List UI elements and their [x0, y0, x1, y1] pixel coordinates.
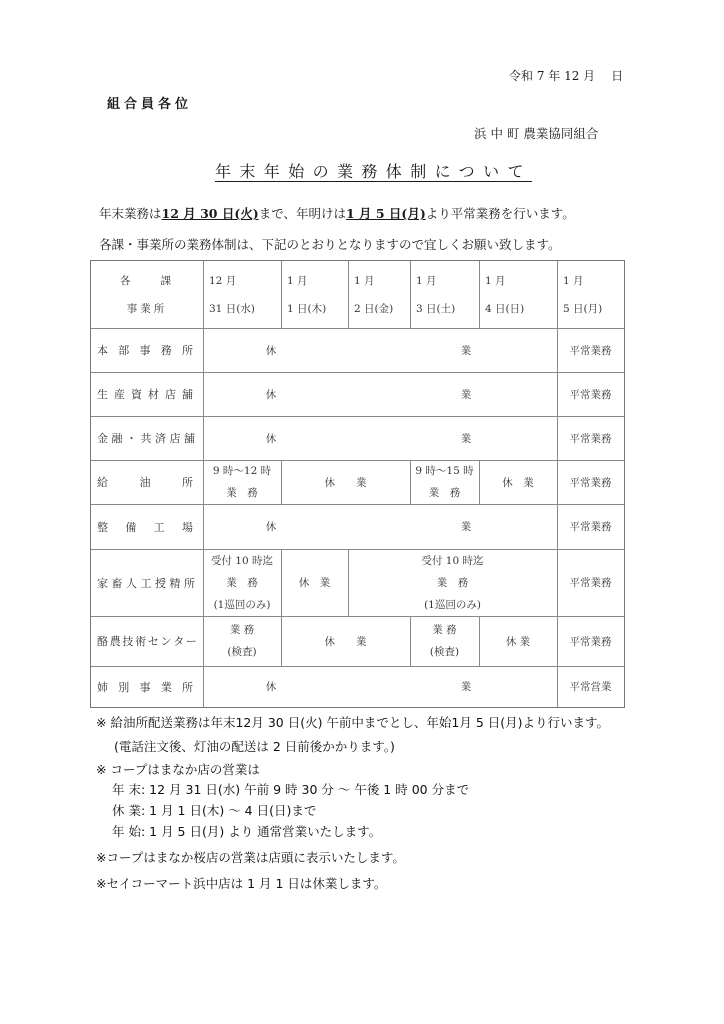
label-char: 家: [97, 576, 110, 590]
label-char: 農: [109, 635, 121, 648]
ops-text: 業 務: [226, 487, 258, 499]
note-text: (1巡回のみ): [213, 598, 271, 611]
label-char: 工: [153, 520, 169, 534]
header-date-cell: [203, 261, 281, 328]
closed-char: 業: [460, 521, 472, 533]
label-char: 技: [122, 635, 134, 648]
label-char: 務: [160, 344, 176, 357]
label-char: 人: [126, 576, 139, 590]
note-seicomart: ※セイコーマート浜中店は 1 月 1 日は休業します。: [96, 876, 387, 891]
row-label-text: [97, 679, 197, 695]
header-month: 12 月: [209, 275, 237, 288]
normal-ops-cell: 平常業務: [569, 577, 612, 589]
label-char: 所: [184, 576, 197, 590]
hours-text: 受付 10 時迄: [210, 554, 274, 567]
document-date: [509, 67, 623, 84]
normal-ops-cell: 平常営業: [569, 681, 612, 693]
date-suffix: 日: [611, 69, 624, 83]
header-month: 1 月: [416, 275, 437, 288]
closed-char: 業: [460, 388, 472, 401]
label-char: 舗: [184, 432, 197, 445]
label-char: 融: [111, 432, 125, 445]
label-char: 姉: [97, 680, 112, 694]
intro-text: より平常業務を行います。: [425, 206, 575, 221]
row-label-seibi: [91, 504, 203, 549]
label-char: 所: [182, 344, 197, 357]
hours-cell: [203, 460, 281, 504]
closed-cell: 休 業: [502, 476, 534, 489]
ops-text: 業 務: [432, 624, 457, 636]
hours-cell: [348, 549, 557, 616]
label-char: 部: [118, 344, 134, 357]
hours-cell: [410, 460, 479, 504]
label-char: 事: [139, 344, 155, 357]
note-coop-sakura: ※コープはまなか桜店の営業は店頭に表示いたします。: [96, 850, 405, 865]
row-label-seisan: [91, 372, 203, 416]
header-day: 3 日(土): [416, 302, 456, 315]
intro-text: 年末業務は: [99, 206, 162, 221]
closed-char: 休: [265, 344, 277, 357]
row-label-text: [97, 575, 197, 591]
header-month: 1 月: [287, 275, 308, 288]
new-year-date: 1 月 5 日(月): [345, 206, 426, 221]
label-char: 事: [139, 680, 155, 694]
date-prefix: 令和 7 年 12 月: [509, 69, 596, 83]
header-month: 1 月: [563, 275, 584, 288]
ops-text: 業 務: [226, 576, 258, 589]
header-day: 2 日(金): [354, 302, 394, 315]
normal-ops-cell: 平常業務: [569, 521, 612, 533]
header-day: 4 日(日): [485, 302, 525, 315]
row-label-anebetsu: [91, 666, 203, 707]
inspection-cell: [410, 616, 479, 666]
label-char: 所: [182, 476, 197, 489]
label-char: 所: [182, 680, 197, 694]
year-end-date: 12 月 30 日(火): [161, 206, 259, 221]
inspection-cell: [203, 616, 281, 666]
header-date-cell: [479, 261, 557, 328]
row-label-text: [97, 342, 197, 358]
label-char: セ: [147, 635, 159, 648]
label-char: 授: [155, 576, 168, 590]
label-char: 備: [125, 520, 141, 534]
note-coop-year-end: 年 末: 12 月 31 日(水) 午前 9 時 30 分 ～ 午後 1 時 00 分まで: [112, 782, 470, 797]
label-char: 済: [155, 432, 168, 445]
row-label-text: [97, 474, 197, 490]
label-char: 給: [97, 476, 112, 489]
header-day: 5 日(月): [563, 302, 603, 315]
header-date-cell: [348, 261, 410, 328]
label-char: 術: [135, 635, 147, 648]
label-char: 業: [160, 680, 176, 694]
ops-text: 業 務: [229, 624, 255, 636]
closed-char: 業: [460, 344, 472, 357]
hours-text: 9 時～12 時: [212, 465, 272, 477]
note-delivery-detail: (電話注文後、灯油の配送は 2 日前後かかります。): [114, 739, 395, 754]
header-month: 1 月: [485, 275, 506, 288]
row-label-text: [97, 633, 197, 649]
closed-cell: 休 業: [298, 577, 331, 589]
label-char: 店: [169, 432, 183, 445]
schedule-table: [90, 260, 625, 708]
closed-char: 業: [460, 432, 472, 445]
note-delivery: ※ 給油所配送業務は年末12月 30 日(火) 午前中までとし、年始1月 5 日(月)より行います。: [96, 715, 610, 730]
label-char: 資: [131, 388, 146, 401]
label-char: 場: [181, 520, 197, 534]
label-char: 産: [114, 388, 129, 401]
label-char: ン: [160, 635, 172, 648]
label-char: 共: [140, 432, 154, 445]
note-coop-new-year: 年 始: 1 月 5 日(月) より 通常営業いたします。: [112, 824, 382, 839]
label-char: 材: [148, 388, 163, 401]
label-char: 別: [118, 680, 134, 694]
header-label-bottom: 事業所: [126, 302, 168, 315]
ops-text: 業 務: [436, 576, 469, 589]
row-label-rakuno: [91, 616, 203, 666]
label-char: 油: [139, 476, 155, 489]
note-text: (検査): [429, 646, 460, 658]
label-char: 金: [97, 432, 110, 445]
row-label-kachiku: [91, 549, 203, 616]
row-label-honbu: [91, 328, 203, 372]
header-date-cell: [557, 261, 624, 328]
header-date-cell: [410, 261, 479, 328]
label-char: 工: [140, 576, 154, 590]
row-label-kyuyu: [91, 460, 203, 504]
intro-text: まで、年明けは: [258, 206, 346, 221]
label-char: 酪: [97, 635, 108, 648]
row-label-kinyu: [91, 416, 203, 460]
normal-ops-cell: 平常業務: [569, 344, 612, 357]
closed-cell: 休 業: [505, 635, 531, 648]
header-label-cell: [91, 261, 203, 328]
hours-text: 9 時～15 時: [415, 465, 474, 477]
label-char: 舗: [182, 388, 197, 401]
row-label-text: [97, 386, 197, 402]
closed-cell: 休 業: [324, 635, 367, 648]
note-text: (1巡回のみ): [424, 598, 481, 611]
header-month: 1 月: [354, 275, 375, 288]
label-char: タ: [173, 635, 185, 648]
normal-ops-cell: 平常業務: [569, 476, 612, 489]
ops-text: 業 務: [428, 487, 461, 499]
label-char: 畜: [111, 576, 125, 590]
hours-cell: [203, 549, 281, 616]
row-label-text: [97, 519, 197, 535]
closed-cell: 休 業: [324, 476, 367, 489]
intro-line-1: [99, 204, 575, 222]
closed-char: 休: [265, 388, 277, 401]
header-label-top: 各 課: [120, 275, 174, 288]
closed-char: 休: [265, 681, 277, 693]
label-char: 精: [169, 576, 183, 590]
addressee: 組合員各位: [107, 97, 193, 112]
header-day: 1 日(木): [287, 302, 327, 315]
normal-ops-cell: 平常業務: [569, 388, 612, 401]
intro-line-2: 各課・事業所の業務体制は、下記のとおりとなりますので宜しくお願い致します。: [99, 237, 561, 252]
closed-char: 休: [265, 521, 277, 533]
hours-text: 受付 10 時迄: [421, 554, 484, 567]
note-text: (検査): [227, 646, 257, 658]
header-date-cell: [281, 261, 348, 328]
normal-ops-cell: 平常業務: [569, 432, 612, 445]
closed-char: 業: [460, 681, 472, 693]
document-title: 年末年始の業務体制について: [215, 162, 532, 181]
header-day: 31 日(水): [209, 302, 255, 315]
normal-ops-cell: 平常業務: [569, 635, 612, 648]
label-char: ー: [185, 635, 197, 648]
label-char: 本: [97, 344, 112, 357]
label-char: 整: [97, 520, 112, 534]
note-coop-hamanaka: ※ コープはまなか店の営業は: [96, 762, 260, 777]
closed-char: 休: [265, 432, 277, 445]
note-coop-closed: 休 業: 1 月 1 日(木) ～ 4 日(日)まで: [112, 803, 317, 818]
row-label-text: [97, 430, 197, 446]
organization-name: 浜 中 町 農業協同組合: [474, 126, 599, 141]
label-char: ・: [126, 432, 139, 445]
label-char: 生: [97, 388, 112, 401]
label-char: 店: [165, 388, 180, 401]
